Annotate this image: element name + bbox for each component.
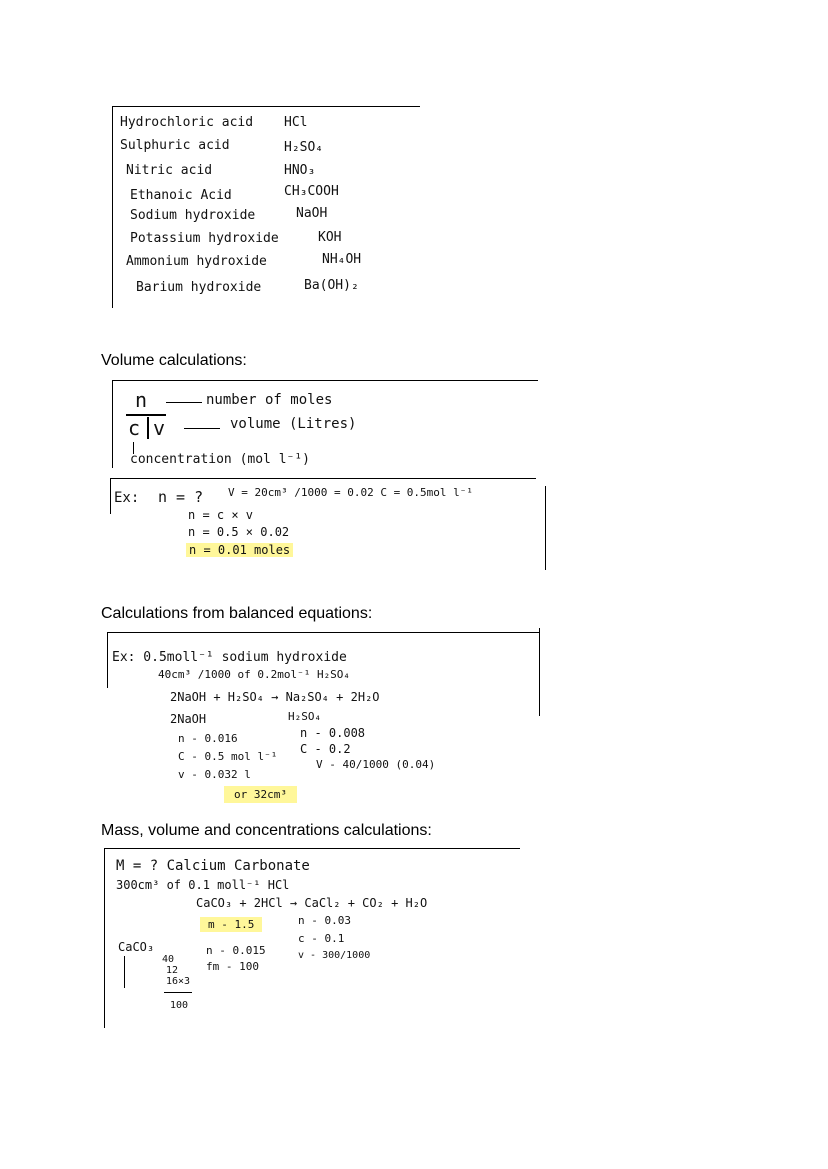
balanced-answer xyxy=(224,788,297,801)
balanced-right-line: H₂SO₄ xyxy=(288,710,322,723)
balanced-answer-text: or 32cm³ xyxy=(224,786,297,803)
triangle-divider xyxy=(147,417,149,439)
arrow-n xyxy=(166,402,202,403)
balanced-equation: 2NaOH + H₂SO₄ → Na₂SO₄ + 2H₂O xyxy=(170,690,380,704)
section-heading: Volume calculations: xyxy=(101,352,247,369)
mass-formula: CaCO₃ xyxy=(118,940,155,954)
sum-bracket xyxy=(124,956,125,988)
triangle-v: v xyxy=(153,416,166,440)
example-line: n = 0.5 × 0.02 xyxy=(188,525,290,539)
table-left-rule xyxy=(112,106,113,308)
acid-name: Barium hydroxide xyxy=(136,280,262,295)
mass-m-value-text: m - 1.5 xyxy=(200,917,262,932)
mass-right-line: n - 0.03 xyxy=(298,914,351,927)
sum-line: 12 xyxy=(166,965,179,976)
balanced-left-line: v - 0.032 l xyxy=(178,768,251,781)
balanced-line: Ex: 0.5moll⁻¹ sodium hydroxide xyxy=(112,650,347,665)
acid-formula: H₂SO₄ xyxy=(284,140,324,155)
example-answer xyxy=(186,543,293,557)
mass-top-rule xyxy=(104,848,520,849)
acid-name: Sulphuric acid xyxy=(120,138,230,153)
acid-formula: KOH xyxy=(318,230,342,245)
example-line: n = ? xyxy=(158,488,204,506)
triangle-c: c xyxy=(128,416,141,440)
volume-left-rule xyxy=(112,380,113,468)
mass-right-line: c - 0.1 xyxy=(298,932,345,945)
acid-formula: HNO₃ xyxy=(284,163,316,178)
balanced-left-line: C - 0.5 mol l⁻¹ xyxy=(178,750,278,763)
acid-name: Sodium hydroxide xyxy=(130,208,256,223)
example-answer-text: n = 0.01 moles xyxy=(186,543,293,557)
balanced-left-line: n - 0.016 xyxy=(178,732,238,745)
mass-line: 300cm³ of 0.1 moll⁻¹ HCl xyxy=(116,878,290,892)
mass-right-line: v - 300/1000 xyxy=(298,950,371,961)
section-heading: Calculations from balanced equations: xyxy=(101,605,373,622)
balanced-line: 40cm³ /1000 of 0.2mol⁻¹ H₂SO₄ xyxy=(158,668,351,681)
table-top-rule xyxy=(112,106,420,107)
section-heading: Mass, volume and concentrations calculations: xyxy=(101,822,432,839)
acid-formula: Ba(OH)₂ xyxy=(304,278,359,293)
example-prefix: Ex: xyxy=(114,490,140,506)
acid-formula: NH₄OH xyxy=(322,252,362,267)
triangle-n: n xyxy=(135,388,148,412)
acid-name: Hydrochloric acid xyxy=(120,115,254,130)
label-volume: volume (Litres) xyxy=(230,416,357,432)
example-line: n = c × v xyxy=(188,508,254,522)
balanced-right-line: V - 40/1000 (0.04) xyxy=(316,758,436,771)
arrow-v xyxy=(184,428,220,429)
label-number-of-moles: number of moles xyxy=(206,392,333,408)
acid-formula: HCl xyxy=(284,115,308,130)
sum-line: 40 xyxy=(162,954,175,965)
mass-left-rule xyxy=(104,848,105,1028)
mass-mid-line: fm - 100 xyxy=(206,960,259,973)
volume-top-rule xyxy=(112,380,538,381)
mass-line: M = ? Calcium Carbonate xyxy=(116,858,310,874)
acid-name: Potassium hydroxide xyxy=(130,231,279,246)
sum-rule xyxy=(164,992,192,993)
sum-line: 16×3 xyxy=(166,976,191,987)
example-given: V = 20cm³ /1000 = 0.02 C = 0.5mol l⁻¹ xyxy=(228,486,474,499)
mass-m-value xyxy=(200,918,262,931)
acid-name: Nitric acid xyxy=(126,163,213,178)
acid-formula: NaOH xyxy=(296,206,328,221)
acid-formula: CH₃COOH xyxy=(284,184,339,199)
example-left-rule xyxy=(110,478,111,514)
balanced-right-line: C - 0.2 xyxy=(300,742,351,756)
balanced-left-line: 2NaOH xyxy=(170,712,207,726)
mass-equation: CaCO₃ + 2HCl → CaCl₂ + CO₂ + H₂O xyxy=(196,896,428,910)
balanced-right-line: n - 0.008 xyxy=(300,726,366,740)
acid-name: Ammonium hydroxide xyxy=(126,254,267,269)
balanced-top-rule xyxy=(107,632,539,633)
mass-mid-line: n - 0.015 xyxy=(206,944,266,957)
example-top-rule xyxy=(110,478,536,479)
balanced-left-rule xyxy=(107,632,108,688)
label-concentration: concentration (mol l⁻¹) xyxy=(130,452,311,467)
balanced-right-rule xyxy=(539,628,540,716)
acid-name: Ethanoic Acid xyxy=(130,188,232,203)
example-right-rule xyxy=(545,486,546,570)
sum-total: 100 xyxy=(170,1000,189,1011)
